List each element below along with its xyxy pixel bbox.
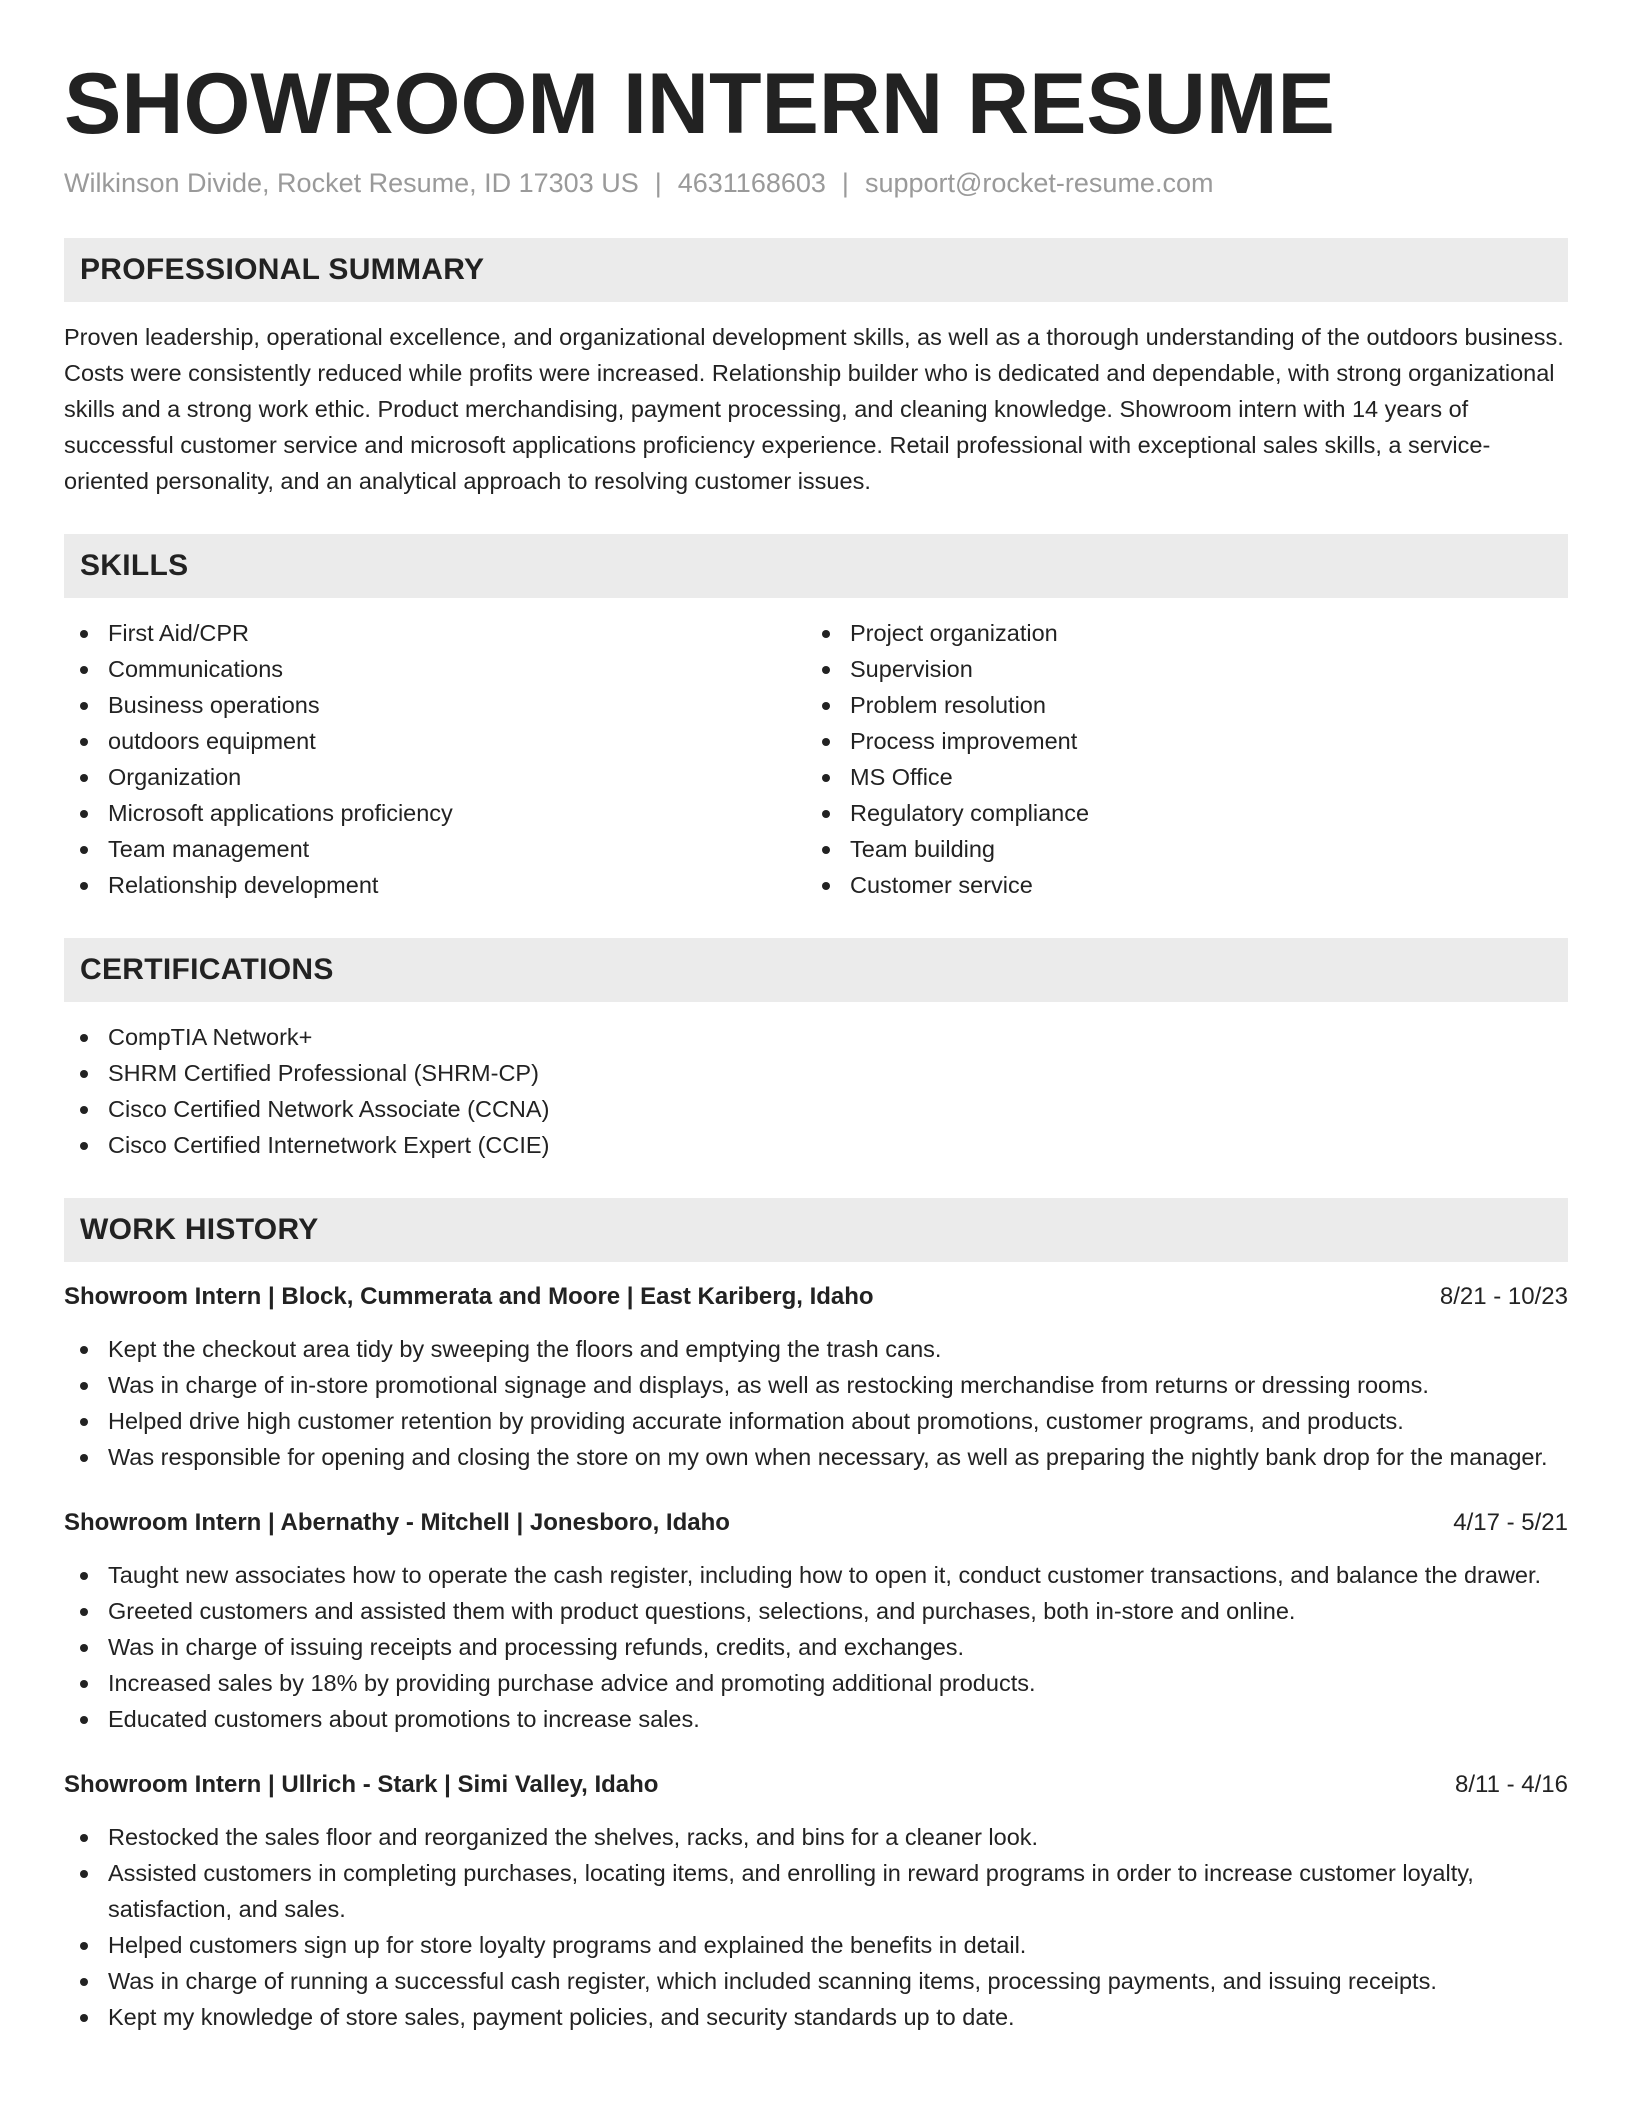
skill-item: Relationship development <box>64 867 806 903</box>
job-bullets <box>64 1557 1568 1737</box>
job-title: Showroom Intern | Ullrich - Stark | Simi Valley, Idaho <box>64 1771 659 1798</box>
skill-item: Problem resolution <box>806 687 1548 723</box>
summary-text: Proven leadership, operational excellence, and organizational development skills, as well as a thorough understanding of the outdoors business. Costs were consistently reduced while profits were increased. Relationship builder who is dedicated and dependable, with strong organizational skills and a strong work ethic. Product merchandising, payment processing, and cleaning knowledge. Showroom intern with 14 years of successful customer service and microsoft applications proficiency experience. Retail professional with exceptional sales skills, a service-oriented personality, and an analytical approach to resolving customer issues. <box>64 324 1564 494</box>
job-bullet: Helped customers sign up for store loyalty programs and explained the benefits in detail. <box>64 1927 1568 1963</box>
section-heading-work-history: WORK HISTORY <box>64 1198 1568 1262</box>
job-bullets <box>64 1819 1568 2035</box>
certification-item: SHRM Certified Professional (SHRM-CP) <box>64 1055 1568 1091</box>
certifications-list <box>64 1019 1568 1163</box>
section-heading-skills: SKILLS <box>64 534 1568 598</box>
job-title: Showroom Intern | Block, Cummerata and Moore | East Kariberg, Idaho <box>64 1283 874 1310</box>
job-bullet: Increased sales by 18% by providing purchase advice and promoting additional products. <box>64 1665 1568 1701</box>
skills-section <box>64 534 1568 903</box>
job-entry <box>64 1505 1568 1737</box>
skill-item: Project organization <box>806 615 1548 651</box>
job-bullets <box>64 1331 1568 1475</box>
job-bullet: Was responsible for opening and closing the store on my own when necessary, as well as preparing the nightly bank drop for the manager. <box>64 1439 1568 1475</box>
job-header <box>64 1279 1568 1315</box>
work-history-section <box>64 1198 1568 2035</box>
job-bullet: Restocked the sales floor and reorganized the shelves, racks, and bins for a cleaner look. <box>64 1819 1568 1855</box>
skill-item: Microsoft applications proficiency <box>64 795 806 831</box>
skill-item: Process improvement <box>806 723 1548 759</box>
skill-item: Communications <box>64 651 806 687</box>
job-bullet: Taught new associates how to operate the cash register, including how to open it, conduct customer transactions, and balance the drawer. <box>64 1557 1568 1593</box>
contact-separator: | <box>654 168 662 198</box>
contact-email: support@rocket-resume.com <box>864 168 1214 198</box>
contact-separator: | <box>841 168 849 198</box>
skill-item: Supervision <box>806 651 1548 687</box>
section-heading-summary: PROFESSIONAL SUMMARY <box>64 238 1568 302</box>
job-bullet: Assisted customers in completing purchases, locating items, and enrolling in reward programs in order to increase customer loyalty, satisfaction, and sales. <box>64 1855 1568 1927</box>
skills-list-right <box>806 615 1548 903</box>
contact-phone: 4631168603 <box>677 168 826 198</box>
skill-item: Regulatory compliance <box>806 795 1548 831</box>
job-header <box>64 1505 1568 1541</box>
skill-item: First Aid/CPR <box>64 615 806 651</box>
contact-address: Wilkinson Divide, Rocket Resume, ID 17303 US <box>64 168 639 198</box>
certification-item: Cisco Certified Network Associate (CCNA) <box>64 1091 1568 1127</box>
skills-list-left <box>64 615 806 903</box>
job-dates: 4/17 - 5/21 <box>1453 1509 1568 1536</box>
contact-line <box>64 166 1568 200</box>
job-bullet: Was in charge of issuing receipts and processing refunds, credits, and exchanges. <box>64 1629 1568 1665</box>
section-heading-certifications: CERTIFICATIONS <box>64 938 1568 1002</box>
skills-grid <box>64 615 1568 903</box>
skill-item: Team building <box>806 831 1548 867</box>
certifications-section <box>64 938 1568 1163</box>
skill-item: MS Office <box>806 759 1548 795</box>
job-entry <box>64 1279 1568 1475</box>
job-header <box>64 1767 1568 1803</box>
job-title: Showroom Intern | Abernathy - Mitchell | Jonesboro, Idaho <box>64 1509 730 1536</box>
job-bullet: Kept my knowledge of store sales, payment policies, and security standards up to date. <box>64 1999 1568 2035</box>
job-dates: 8/11 - 4/16 <box>1455 1771 1568 1798</box>
skill-item: Customer service <box>806 867 1548 903</box>
page-title: SHOWROOM INTERN RESUME <box>64 56 1335 152</box>
skill-item: Organization <box>64 759 806 795</box>
job-dates: 8/21 - 10/23 <box>1439 1283 1568 1310</box>
skill-item: Business operations <box>64 687 806 723</box>
certification-item: CompTIA Network+ <box>64 1019 1568 1055</box>
skill-item: outdoors equipment <box>64 723 806 759</box>
resume-page <box>64 0 1568 2035</box>
summary-section <box>64 238 1568 499</box>
job-bullet: Greeted customers and assisted them with product questions, selections, and purchases, both in-store and online. <box>64 1593 1568 1629</box>
job-bullet: Was in charge of running a successful cash register, which included scanning items, processing payments, and issuing receipts. <box>64 1963 1568 1999</box>
job-bullet: Educated customers about promotions to increase sales. <box>64 1701 1568 1737</box>
certification-item: Cisco Certified Internetwork Expert (CCIE) <box>64 1127 1568 1163</box>
skill-item: Team management <box>64 831 806 867</box>
job-bullet: Was in charge of in-store promotional signage and displays, as well as restocking merchandise from returns or dressing rooms. <box>64 1367 1568 1403</box>
job-bullet: Kept the checkout area tidy by sweeping the floors and emptying the trash cans. <box>64 1331 1568 1367</box>
job-entry <box>64 1767 1568 2035</box>
job-bullet: Helped drive high customer retention by providing accurate information about promotions, customer programs, and products. <box>64 1403 1568 1439</box>
